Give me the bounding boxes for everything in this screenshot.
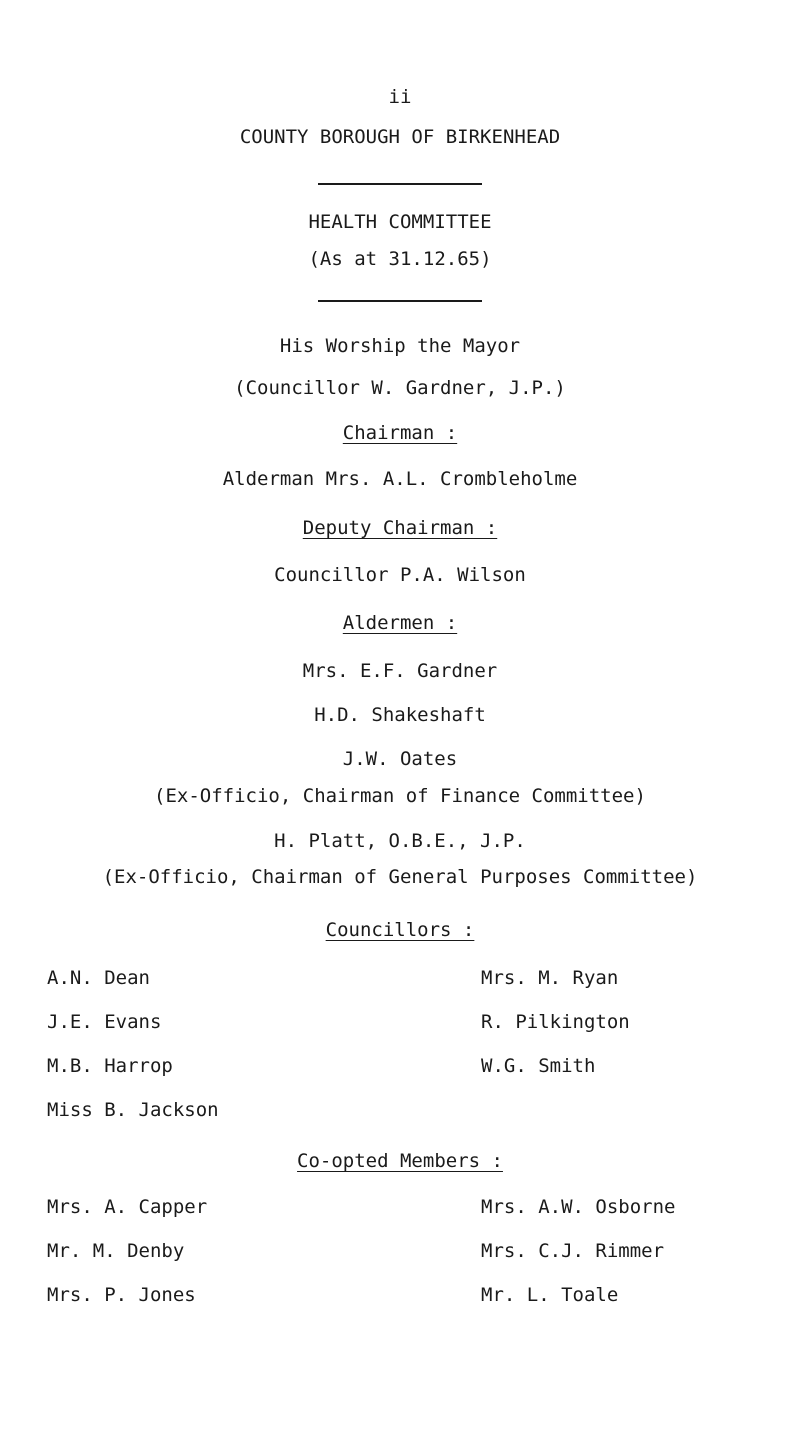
divider-bottom: [318, 300, 482, 302]
deputy-chairman-name: Councillor P.A. Wilson: [274, 564, 526, 586]
councillor-item: W.G. Smith: [481, 1055, 596, 1077]
alderman-item: H.D. Shakeshaft: [314, 704, 486, 726]
alderman-item: J.W. Oates: [342, 748, 458, 770]
aldermen-heading: Aldermen :: [342, 612, 458, 634]
councillor-item: Miss B. Jackson: [47, 1099, 219, 1121]
councillor-item: Mrs. M. Ryan: [481, 967, 619, 989]
alderman-item: H. Platt, O.B.E., J.P.: [274, 830, 526, 852]
alderman-item: Mrs. E.F. Gardner: [302, 660, 498, 682]
co-opted-item: Mrs. P. Jones: [47, 1284, 196, 1306]
co-opted-heading: Co-opted Members :: [297, 1150, 503, 1172]
document-title: COUNTY BOROUGH OF BIRKENHEAD: [239, 126, 561, 148]
co-opted-item: Mr. L. Toale: [481, 1284, 619, 1306]
chairman-heading: Chairman :: [342, 422, 458, 444]
co-opted-item: Mrs. A. Capper: [47, 1196, 208, 1218]
alderman-note: (Ex-Officio, Chairman of General Purposes Committee): [102, 866, 698, 888]
page-number: ii: [388, 86, 412, 108]
councillor-item: M.B. Harrop: [47, 1055, 173, 1077]
alderman-note: (Ex-Officio, Chairman of Finance Committee): [154, 785, 646, 807]
councillor-item: J.E. Evans: [47, 1011, 162, 1033]
divider-top: [318, 183, 482, 185]
mayor-title: His Worship the Mayor: [279, 335, 521, 357]
as-at-date: (As at 31.12.65): [308, 248, 492, 270]
councillor-item: R. Pilkington: [481, 1011, 630, 1033]
councillors-heading: Councillors :: [325, 919, 475, 941]
chairman-name: Alderman Mrs. A.L. Crombleholme: [222, 468, 578, 490]
committee-name: HEALTH COMMITTEE: [308, 211, 492, 233]
mayor-name: (Councillor W. Gardner, J.P.): [234, 377, 566, 399]
deputy-chairman-heading: Deputy Chairman :: [302, 517, 498, 539]
co-opted-item: Mr. M. Denby: [47, 1240, 185, 1262]
co-opted-item: Mrs. A.W. Osborne: [481, 1196, 676, 1218]
co-opted-item: Mrs. C.J. Rimmer: [481, 1240, 665, 1262]
councillor-item: A.N. Dean: [47, 967, 150, 989]
